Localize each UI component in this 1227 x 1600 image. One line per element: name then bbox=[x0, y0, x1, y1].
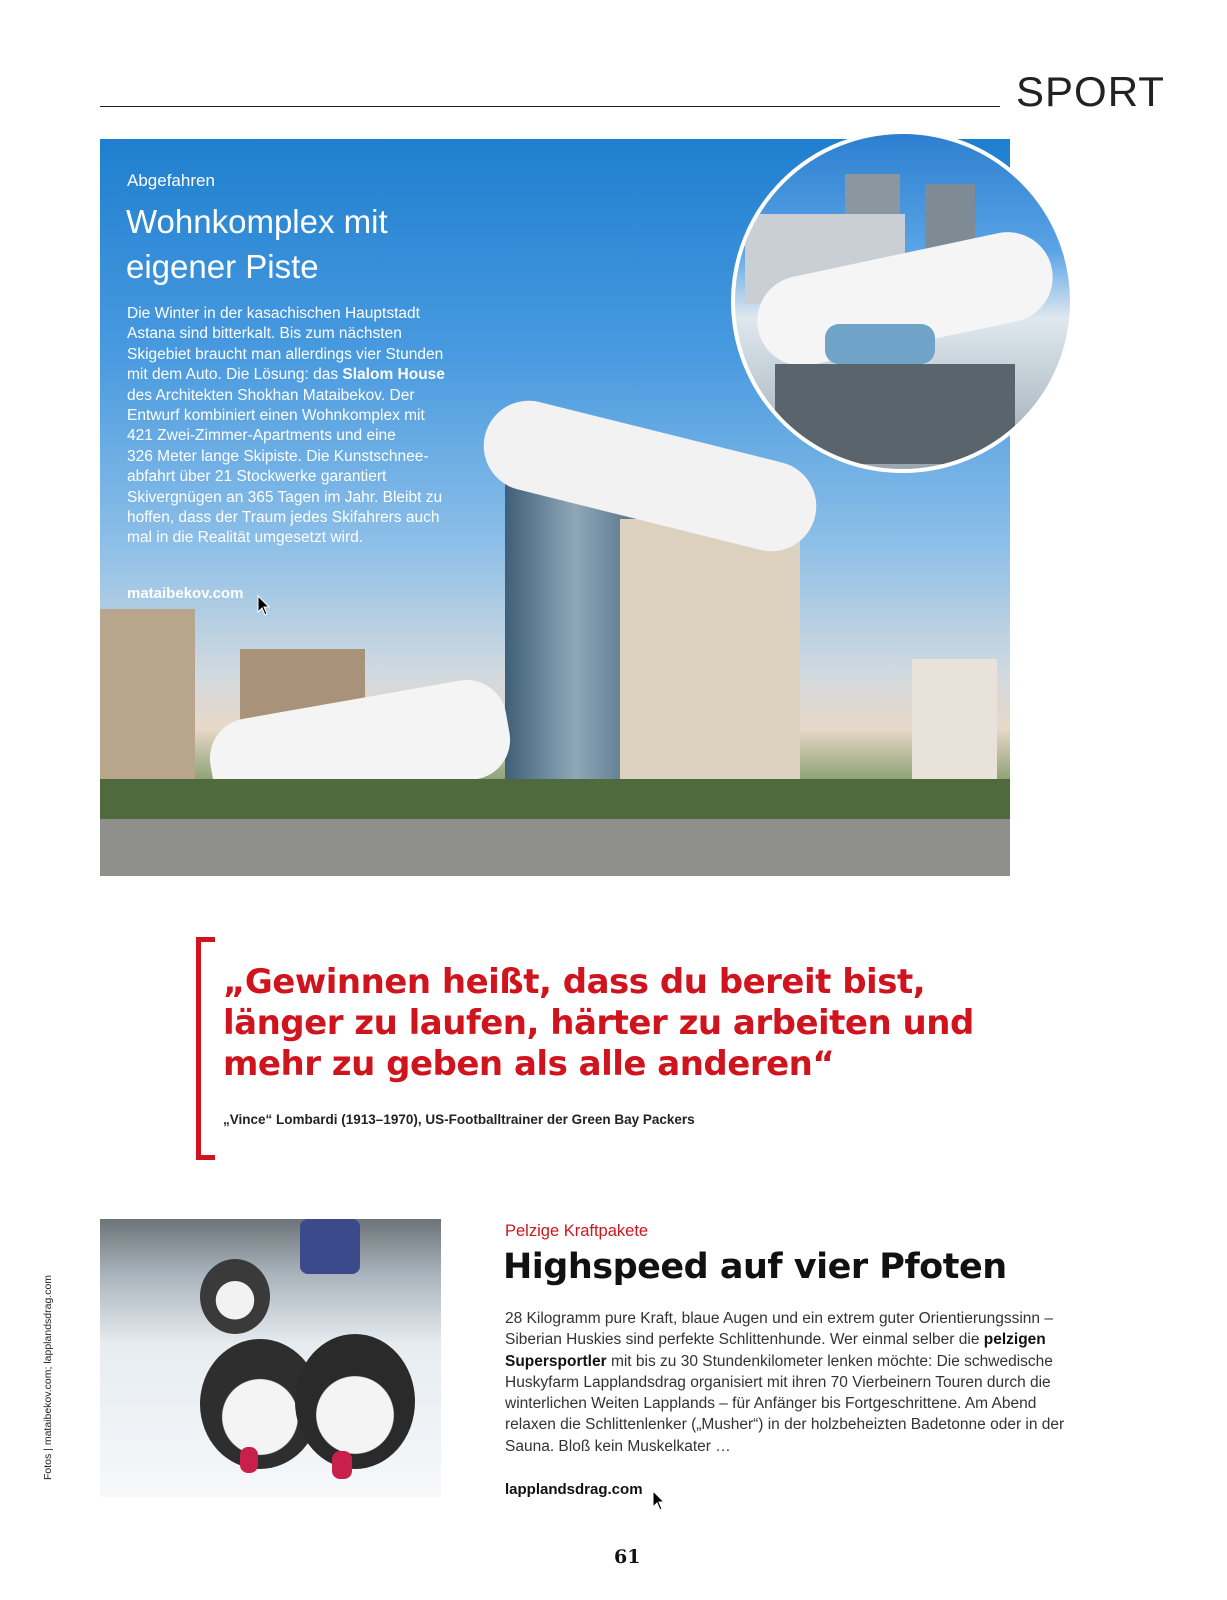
hero-body-line: 326 Meter lange Skipiste. Die Kunstschnee- bbox=[127, 447, 429, 465]
husky-body-line: 28 Kilogramm pure Kraft, blaue Augen und ein extrem guter Orientierungssinn – bbox=[505, 1310, 1053, 1327]
road bbox=[100, 819, 1010, 876]
hero-body bbox=[127, 304, 487, 549]
section-title: SPORT bbox=[1016, 68, 1165, 115]
quote-attribution: „Vince“ Lombardi (1913–1970), US-Footballtrainer der Green Bay Packers bbox=[223, 1112, 695, 1127]
hero-body-line: hoffen, dass der Traum jedes Skifahrers auch bbox=[127, 509, 440, 527]
pull-quote bbox=[223, 962, 1053, 1085]
hero-body-line: Entwurf kombiniert einen Wohnkomplex mit bbox=[127, 407, 425, 425]
hero-body-line: abfahrt über 21 Stockwerke garantiert bbox=[127, 468, 387, 486]
husky-tongue bbox=[240, 1447, 258, 1473]
cursor-icon bbox=[257, 595, 271, 617]
husky-link[interactable]: lapplandsdrag.com bbox=[505, 1481, 643, 1498]
quote-line: mehr zu geben als alle anderen“ bbox=[223, 1044, 835, 1084]
photo-credit: Fotos | mataibekov.com; lapplandsdrag.com bbox=[42, 1274, 54, 1480]
hero-body-line: des Architekten Shokhan Mataibekov. Der bbox=[127, 386, 415, 404]
hero-headline-2: eigener Piste bbox=[126, 248, 319, 285]
husky-body-bold-2: Supersportler bbox=[505, 1352, 607, 1370]
hero-body-line bbox=[127, 365, 487, 385]
page-number: 61 bbox=[614, 1546, 641, 1568]
husky-front-right bbox=[295, 1334, 415, 1469]
hero-body-line: Astana sind bitterkalt. Bis zum nächsten bbox=[127, 325, 402, 343]
husky-body-line bbox=[505, 1329, 1145, 1350]
husky-headline: Highspeed auf vier Pfoten bbox=[503, 1247, 1007, 1287]
hero-headline-1: Wohnkomplex mit bbox=[126, 203, 388, 240]
hero-body-line: Die Winter in der kasachischen Hauptstadt bbox=[127, 305, 420, 322]
husky-body-line bbox=[505, 1351, 1145, 1372]
tree-line bbox=[100, 779, 1010, 819]
husky-photo bbox=[100, 1219, 441, 1497]
cursor-icon bbox=[652, 1490, 666, 1512]
inset-render-image bbox=[731, 130, 1074, 473]
header-rule bbox=[100, 106, 1000, 107]
husky-body-bold: pelzigen bbox=[983, 1331, 1046, 1349]
husky-body-line: Huskyfarm Lapplandsdrag organisiert mit ihren 70 Vierbeinern Touren durch die bbox=[505, 1373, 1051, 1391]
hero-link[interactable]: mataibekov.com bbox=[127, 585, 244, 602]
inset-glass-bridge bbox=[825, 324, 935, 364]
inset-base bbox=[775, 364, 1015, 464]
hero-body-line: Skivergnügen an 365 Tagen im Jahr. Bleibt zu bbox=[127, 488, 443, 506]
residential-block bbox=[620, 519, 800, 819]
husky-body-text: mit bis zu 30 Stundenkilometer lenken möchte: Die schwedische bbox=[606, 1352, 1053, 1370]
husky-body-line: Sauna. Bloß kein Muskelkater … bbox=[505, 1437, 731, 1455]
husky-body-text: Siberian Huskies sind perfekte Schlittenhunde. Wer einmal selber die bbox=[505, 1331, 984, 1349]
hero-body-line: 421 Zwei-Zimmer-Apartments und eine bbox=[127, 427, 396, 445]
husky-tongue bbox=[332, 1451, 352, 1479]
hero-kicker: Abgefahren bbox=[127, 171, 215, 190]
husky-back bbox=[200, 1259, 270, 1334]
husky-body-line: winterlichen Weiten Lapplands – für Anfänger bis Fortgeschrittene. Am Abend bbox=[505, 1395, 1037, 1413]
hero-body-line: Skigebiet braucht man allerdings vier Stunden bbox=[127, 345, 444, 363]
hero-body-bold: Slalom House bbox=[342, 366, 445, 384]
husky-kicker: Pelzige Kraftpakete bbox=[505, 1222, 649, 1240]
sled-musher bbox=[300, 1219, 360, 1274]
hero-body-line: mal in die Realität umgesetzt wird. bbox=[127, 529, 364, 547]
husky-body-line: relaxen die Schlittenlenker („Musher“) in der holzbeheizten Badetonne oder in der bbox=[505, 1416, 1065, 1434]
hero-body-text: mit dem Auto. Die Lösung: das bbox=[127, 366, 343, 384]
husky-body bbox=[505, 1308, 1145, 1457]
quote-line: „Gewinnen heißt, dass du bereit bist, bbox=[223, 962, 926, 1002]
quote-bracket bbox=[196, 937, 215, 1160]
quote-line: länger zu laufen, härter zu arbeiten und bbox=[223, 1003, 974, 1043]
